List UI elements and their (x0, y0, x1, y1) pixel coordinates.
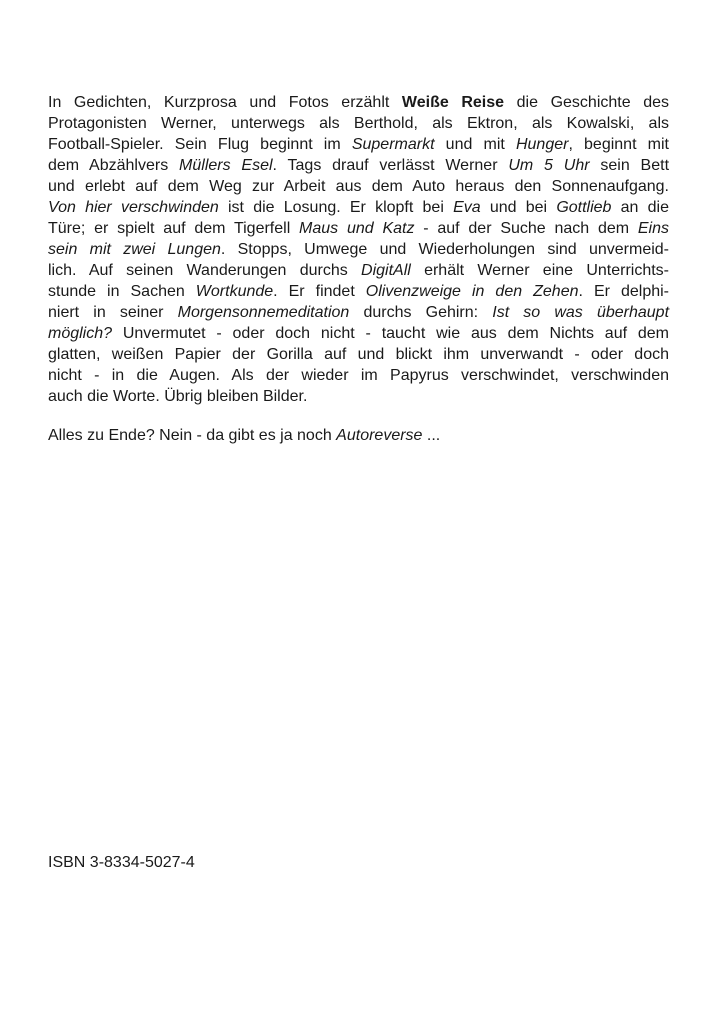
text-span: Protagonisten Werner, unterwegs als Berthold, als Ektron, als Kowalski, als (48, 115, 669, 132)
text-span: Unvermutet - oder doch nicht - taucht wie aus dem Nichts auf dem (112, 325, 669, 342)
italic-title: Supermarkt (351, 136, 435, 153)
text-span: sein Bett (589, 157, 670, 174)
text-span: ... (422, 427, 441, 444)
isbn-number: ISBN 3-8334-5027-4 (48, 854, 195, 871)
text-line (48, 176, 669, 197)
text-line (48, 365, 669, 386)
text-span: glatten, weißen Papier der Gorilla auf und blickt ihm unverwandt - oder doch (48, 346, 669, 363)
text-span: die Geschichte des (504, 94, 670, 111)
text-span: - auf der Suche nach dem (414, 220, 638, 237)
text-line (48, 218, 669, 239)
text-span: Alles zu Ende? Nein - da gibt es ja noch (48, 427, 337, 444)
bold-title: Weiße Reise (401, 94, 505, 111)
italic-title: Eva (453, 199, 481, 216)
text-span: und mit (434, 136, 516, 153)
text-span: Türe; er spielt auf dem Tigerfell (48, 220, 300, 237)
text-span: und erlebt auf dem Weg zur Arbeit aus dem Auto heraus den Sonnenaufgang. (48, 178, 669, 195)
italic-title: Autoreverse (336, 427, 423, 444)
blurb-paragraph (48, 92, 669, 407)
closing-line (48, 425, 440, 446)
text-span: durchs Gehirn: (349, 304, 493, 321)
text-span: lich. Auf seinen Wanderungen durchs (48, 262, 362, 279)
text-span: Football-Spieler. Sein Flug beginnt im (48, 136, 352, 153)
text-line (48, 323, 669, 344)
italic-title: Müllers Esel (179, 157, 273, 174)
italic-title: Morgensonnemeditation (177, 304, 350, 321)
italic-title: Wortkunde (195, 283, 274, 300)
text-line (48, 92, 669, 113)
text-span: , beginnt mit (568, 136, 669, 153)
italic-title: Hunger (515, 136, 569, 153)
text-line (48, 239, 669, 260)
text-span: und bei (480, 199, 557, 216)
text-span: an die (611, 199, 670, 216)
text-line (48, 134, 669, 155)
italic-title: Maus und Katz (299, 220, 415, 237)
text-span: . Er delphi- (578, 283, 670, 300)
italic-title: möglich? (48, 325, 113, 342)
italic-title: Ist so was überhaupt (492, 304, 670, 321)
text-span: ist die Losung. Er klopft bei (218, 199, 454, 216)
text-span: . Tags drauf verlässt Werner (272, 157, 509, 174)
text-span: dem Abzählvers (48, 157, 180, 174)
italic-title: Olivenzweige in den Zehen (365, 283, 579, 300)
text-line (48, 344, 669, 365)
text-line (48, 197, 669, 218)
italic-title: DigitAll (361, 262, 411, 279)
text-span: . Er findet (273, 283, 366, 300)
text-span: auch die Worte. Übrig bleiben Bilder. (48, 388, 308, 405)
text-line (48, 260, 669, 281)
italic-title: Gottlieb (556, 199, 612, 216)
text-line (48, 281, 669, 302)
text-line (48, 386, 669, 407)
text-span: . Stopps, Umwege und Wiederholungen sind unvermeid- (220, 241, 669, 258)
text-line (48, 155, 669, 176)
italic-title: sein mit zwei Lungen (48, 241, 221, 258)
text-span: nicht - in die Augen. Als der wieder im Papyrus verschwindet, verschwinden (48, 367, 669, 384)
italic-title: Eins (637, 220, 669, 237)
italic-title: Von hier verschwinden (48, 199, 219, 216)
text-line (48, 302, 669, 323)
text-span: niert in seiner (48, 304, 178, 321)
text-span: In Gedichten, Kurzprosa und Fotos erzählt (48, 94, 402, 111)
italic-title: Um 5 Uhr (508, 157, 590, 174)
text-span: stunde in Sachen (48, 283, 196, 300)
text-line (48, 113, 669, 134)
text-span: erhält Werner eine Unterrichts- (410, 262, 669, 279)
